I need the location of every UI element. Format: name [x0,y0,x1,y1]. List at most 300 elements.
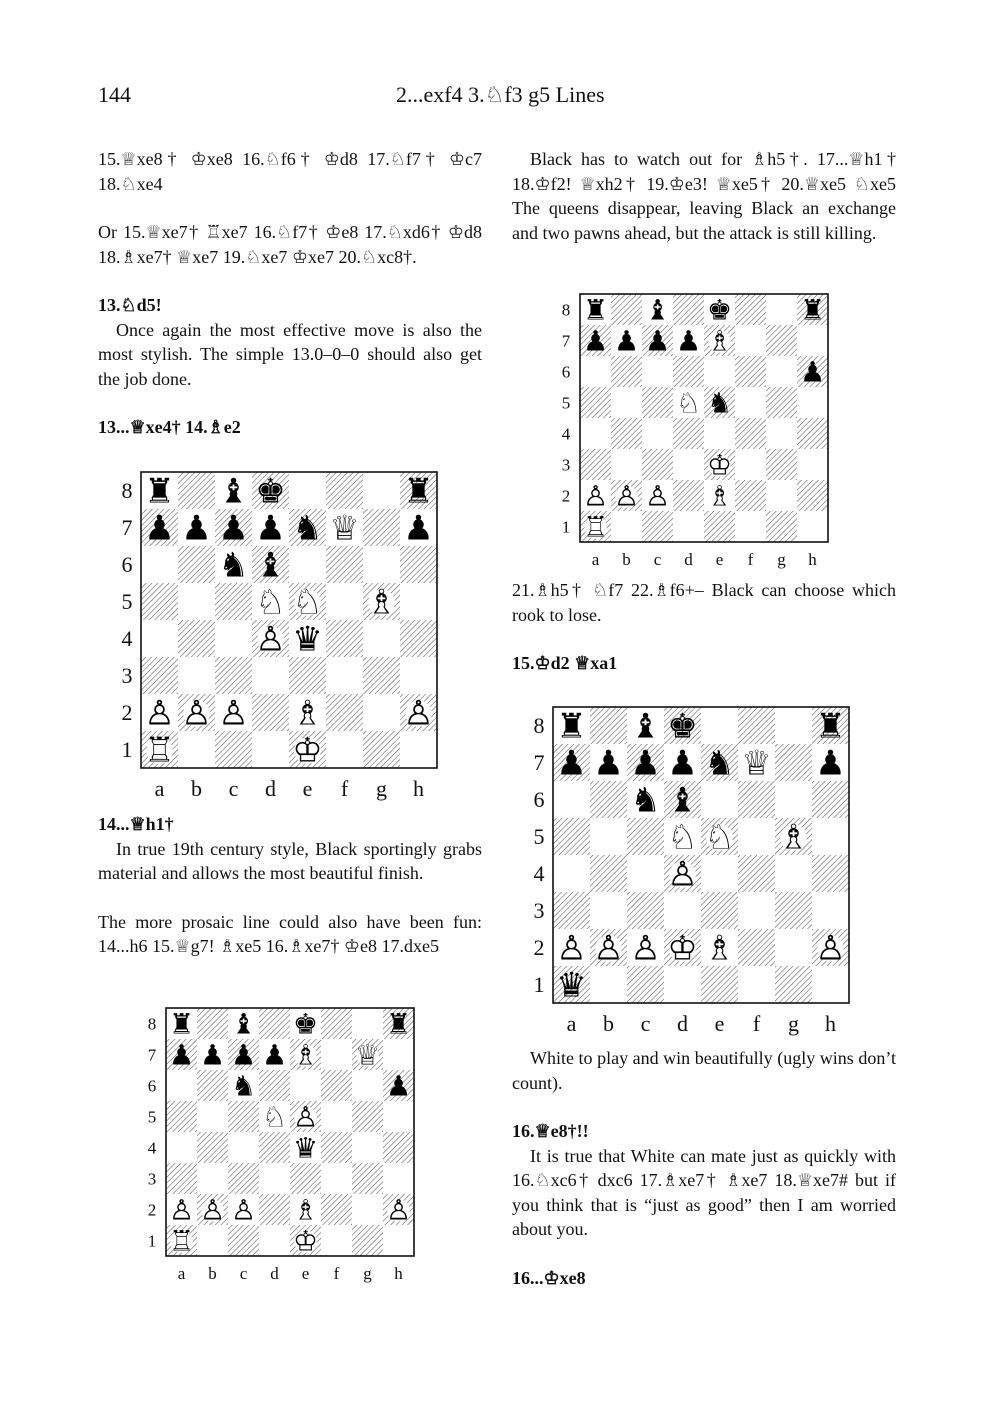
rank-label: 5 [561,393,571,413]
dark-square-b8 [611,294,642,325]
white-king-icon: ♔ [292,730,323,771]
dark-square-h4 [797,418,828,449]
chess-diagram-1 [112,470,444,802]
white-pawn-icon: ♙ [168,1193,195,1227]
white-pawn-icon: ♙ [403,693,434,734]
file-label: b [208,1264,217,1283]
dark-square-a5 [141,583,178,620]
file-label: f [333,1264,340,1283]
light-square-h7 [383,1039,414,1070]
light-square-c4 [627,855,664,892]
light-square-d3 [252,657,289,694]
white-pawn-icon: ♙ [630,928,661,969]
rank-label: 2 [147,1200,157,1220]
black-pawn-icon: ♟ [799,355,826,389]
file-label: d [677,1011,688,1036]
left-column-top [98,147,482,440]
rank-label: 2 [533,935,545,961]
dark-square-h4 [812,855,849,892]
black-pawn-icon: ♟ [230,1038,257,1072]
dark-square-b6 [197,1070,228,1101]
file-label: g [777,550,786,569]
dark-square-e1 [704,511,735,542]
light-square-h1 [812,966,849,1003]
black-queen-icon: ♛ [292,1131,319,1165]
white-rook-icon: ♖ [582,510,609,544]
dark-square-f4 [738,855,775,892]
white-knight-icon: ♘ [292,582,323,623]
white-pawn-icon: ♙ [385,1193,412,1227]
dark-square-g1 [352,1225,383,1256]
light-square-f3 [738,892,775,929]
dark-square-f8 [738,707,775,744]
black-pawn-icon: ♟ [261,1038,288,1072]
light-square-e6 [701,781,738,818]
dark-square-g5 [766,387,797,418]
light-square-f1 [326,731,363,768]
black-pawn-icon: ♟ [168,1038,195,1072]
black-pawn-icon: ♟ [675,324,702,358]
light-square-e8 [701,707,738,744]
black-bishop-icon: ♝ [667,780,698,821]
light-square-h3 [812,892,849,929]
light-square-d3 [259,1163,290,1194]
chess-diagram-3 [134,1006,418,1284]
dark-square-d6 [259,1070,290,1101]
file-label: b [603,1011,614,1036]
black-pawn-icon: ♟ [667,743,698,784]
black-pawn-icon: ♟ [644,324,671,358]
move-15-heading: 15.♔d2 ♕xa1 [512,653,618,673]
file-label: a [566,1011,577,1036]
light-square-b1 [590,966,627,1003]
move-16b-heading: 16...♔xe8 [512,1267,586,1288]
dark-square-f2 [326,694,363,731]
rank-label: 8 [561,300,571,320]
rank-label: 4 [533,861,545,887]
right-paragraph-3: White to play and win beautifully (ugly wins don’t count). [512,1048,896,1093]
dark-square-c3 [627,892,664,929]
white-pawn-icon: ♙ [199,1193,226,1227]
chess-diagram-2 [548,292,832,570]
light-square-a4 [141,620,178,657]
rank-label: 7 [121,515,133,541]
light-square-h1 [400,731,437,768]
dark-square-f2 [321,1194,352,1225]
light-square-d1 [252,731,289,768]
black-pawn-icon: ♟ [218,508,249,549]
black-rook-icon: ♜ [815,706,846,747]
dark-square-h2 [797,480,828,511]
white-bishop-icon: ♗ [704,928,735,969]
black-pawn-icon: ♟ [144,508,175,549]
dark-square-g3 [352,1163,383,1194]
move-14-heading: 14...♕h1† [98,814,174,834]
dark-square-c1 [627,966,664,1003]
light-square-f1 [321,1225,352,1256]
rank-label: 4 [147,1138,157,1158]
black-knight-icon: ♞ [630,780,661,821]
chess-diagram-4 [522,705,858,1039]
light-square-g6 [352,1070,383,1101]
light-square-f5 [738,818,775,855]
white-bishop-icon: ♗ [778,817,809,858]
light-square-g2 [352,1194,383,1225]
rank-label: 8 [121,478,133,504]
dark-square-b4 [178,620,215,657]
dark-square-h4 [400,620,437,657]
dark-square-g3 [363,657,400,694]
rank-label: 7 [533,750,545,776]
black-king-icon: ♚ [255,471,286,512]
dark-square-g3 [775,892,812,929]
light-square-g8 [352,1008,383,1039]
black-pawn-icon: ♟ [199,1038,226,1072]
dark-square-d8 [259,1008,290,1039]
black-rook-icon: ♜ [385,1007,412,1041]
white-pawn-icon: ♙ [644,479,671,513]
black-pawn-icon: ♟ [181,508,212,549]
rank-label: 7 [561,331,571,351]
file-label: b [191,776,202,801]
rank-label: 6 [533,787,545,813]
dark-square-f8 [326,472,363,509]
file-label: e [302,776,313,801]
dark-square-g1 [363,731,400,768]
dark-square-a3 [580,449,611,480]
light-square-d3 [664,892,701,929]
dark-square-b8 [197,1008,228,1039]
white-king-icon: ♔ [706,448,733,482]
dark-square-a3 [553,892,590,929]
white-pawn-icon: ♙ [144,693,175,734]
light-square-f1 [738,966,775,1003]
light-square-f5 [326,583,363,620]
light-square-d1 [673,511,704,542]
file-label: f [340,776,349,801]
black-bishop-icon: ♝ [255,545,286,586]
file-label: h [825,1011,836,1036]
left-paragraph-1: 15.♕xe8† ♔xe8 16.♘f6† ♔d8 17.♘f7† ♔c7 18.♘xe4 [98,149,482,194]
move-16-heading: 16.♕e8†!! [512,1121,589,1141]
rank-label: 5 [121,589,133,615]
left-paragraph-3: Once again the most effective move is also the most stylish. The simple 13.0–0–0 should also get the job done. [98,319,482,389]
dark-square-c5 [627,818,664,855]
dark-square-c5 [215,583,252,620]
light-square-g6 [775,781,812,818]
light-square-f7 [321,1039,352,1070]
file-label: g [788,1011,799,1036]
move-13-heading: 13.♘d5! [98,295,162,315]
light-square-b1 [197,1225,228,1256]
light-square-f3 [326,657,363,694]
black-king-icon: ♚ [706,293,733,327]
right-column-middle [512,578,896,676]
rank-label: 6 [121,552,133,578]
dark-square-g7 [766,325,797,356]
light-square-e6 [704,356,735,387]
rank-label: 3 [561,455,571,475]
black-bishop-icon: ♝ [644,293,671,327]
dark-square-c5 [228,1101,259,1132]
white-king-icon: ♔ [292,1224,319,1258]
white-bishop-icon: ♗ [366,582,397,623]
file-label: g [363,1264,372,1283]
file-label: d [270,1264,279,1283]
white-pawn-icon: ♙ [582,479,609,513]
file-label: c [228,776,239,801]
left-paragraph-2: Or 15.♕xe7† ♖xe7 16.♘f7† ♔e8 17.♘xd6† ♔d8 18.♗xe7† ♕xe7 19.♘xe7 ♔xe7 20.♘xc8†. [98,222,482,267]
dark-square-d4 [673,418,704,449]
file-label: h [413,776,424,801]
dark-square-f6 [738,781,775,818]
dark-square-c3 [228,1163,259,1194]
white-pawn-icon: ♙ [815,928,846,969]
light-square-g2 [775,929,812,966]
file-label: a [591,550,600,569]
light-square-e6 [290,1070,321,1101]
white-pawn-icon: ♙ [230,1193,257,1227]
light-square-h3 [383,1163,414,1194]
light-square-a6 [580,356,611,387]
dark-square-f4 [326,620,363,657]
dark-square-a5 [580,387,611,418]
light-square-g8 [363,472,400,509]
black-pawn-icon: ♟ [815,743,846,784]
rank-label: 1 [561,517,571,537]
dark-square-b6 [178,546,215,583]
white-queen-icon: ♕ [354,1038,381,1072]
light-square-b3 [197,1163,228,1194]
light-square-g4 [352,1132,383,1163]
light-square-b5 [178,583,215,620]
move-13b-heading: 13...♕xe4† 14.♗e2 [98,417,241,437]
light-square-g2 [766,480,797,511]
file-label: d [684,550,693,569]
left-paragraph-4: In true 19th century style, Black sportingly grabs material and allows the most beautiful finish. [98,838,482,883]
light-square-e6 [289,546,326,583]
light-square-h7 [797,325,828,356]
white-bishop-icon: ♗ [292,1038,319,1072]
dark-square-c1 [215,731,252,768]
dark-square-g1 [766,511,797,542]
black-king-icon: ♚ [292,1007,319,1041]
dark-square-b4 [197,1132,228,1163]
right-paragraph-1: Black has to watch out for ♗h5†. 17...♕h1† 18.♔f2! ♕xh2† 19.♔e3! ♕xe5† 20.♕xe5 ♘xe5 The queens disappear, leaving Black an exchange and two pawns ahead, but the attack is still killing. [512,149,896,243]
light-square-h5 [797,387,828,418]
light-square-a4 [553,855,590,892]
dark-square-f6 [735,356,766,387]
dark-square-f6 [321,1070,352,1101]
light-square-c4 [215,620,252,657]
white-knight-icon: ♘ [667,817,698,858]
rank-label: 2 [121,700,133,726]
file-label: f [747,550,754,569]
dark-square-f4 [735,418,766,449]
dark-square-h6 [812,781,849,818]
dark-square-f6 [326,546,363,583]
dark-square-d2 [252,694,289,731]
dark-square-b4 [611,418,642,449]
light-square-a6 [166,1070,197,1101]
light-square-g4 [363,620,400,657]
light-square-h3 [400,657,437,694]
rank-label: 6 [561,362,571,382]
black-rook-icon: ♜ [556,706,587,747]
white-bishop-icon: ♗ [292,693,323,734]
white-knight-icon: ♘ [704,817,735,858]
white-queen-icon: ♕ [329,508,360,549]
light-square-c4 [642,418,673,449]
black-pawn-icon: ♟ [582,324,609,358]
rank-label: 8 [533,713,545,739]
rank-label: 7 [147,1045,157,1065]
dark-square-f2 [735,480,766,511]
dark-square-a5 [166,1101,197,1132]
black-knight-icon: ♞ [706,386,733,420]
dark-square-c3 [642,449,673,480]
dark-square-c3 [215,657,252,694]
file-label: h [808,550,817,569]
dark-square-d8 [673,294,704,325]
light-square-f1 [735,511,766,542]
white-pawn-icon: ♙ [181,693,212,734]
light-square-h5 [400,583,437,620]
file-label: e [715,550,724,569]
file-label: f [752,1011,761,1036]
light-square-f7 [735,325,766,356]
dark-square-e1 [701,966,738,1003]
rank-label: 3 [121,663,133,689]
dark-square-b4 [590,855,627,892]
dark-square-a3 [166,1163,197,1194]
right-column-bottom [512,1046,896,1290]
left-column-middle [98,812,482,959]
rank-label: 4 [561,424,571,444]
light-square-a4 [580,418,611,449]
file-label: e [714,1011,725,1036]
file-label: d [265,776,276,801]
dark-square-b6 [611,356,642,387]
dark-square-g1 [775,966,812,1003]
dark-square-a5 [553,818,590,855]
light-square-b1 [611,511,642,542]
left-paragraph-5: The more prosaic line could also have been fun: 14...h6 15.♕g7! ♗xe5 16.♗xe7† ♔e8 17.dxe5 [98,911,482,956]
light-square-e4 [704,418,735,449]
black-knight-icon: ♞ [230,1069,257,1103]
rank-label: 6 [147,1076,157,1096]
light-square-g6 [766,356,797,387]
light-square-g8 [775,707,812,744]
black-pawn-icon: ♟ [403,508,434,549]
light-square-a4 [166,1132,197,1163]
file-label: c [640,1011,651,1036]
light-square-h3 [797,449,828,480]
black-rook-icon: ♜ [799,293,826,327]
light-square-c4 [228,1132,259,1163]
dark-square-f8 [321,1008,352,1039]
file-label: g [376,776,387,801]
light-square-c6 [642,356,673,387]
white-bishop-icon: ♗ [292,1193,319,1227]
black-pawn-icon: ♟ [556,743,587,784]
black-rook-icon: ♜ [582,293,609,327]
rank-label: 5 [533,824,545,850]
rank-label: 8 [147,1014,157,1034]
white-pawn-icon: ♙ [593,928,624,969]
light-square-a6 [141,546,178,583]
rank-label: 5 [147,1107,157,1127]
light-square-f5 [321,1101,352,1132]
dark-square-h4 [383,1132,414,1163]
rank-label: 4 [121,626,133,652]
rank-label: 3 [147,1169,157,1189]
white-knight-icon: ♘ [255,582,286,623]
black-knight-icon: ♞ [704,743,735,784]
dark-square-e3 [289,657,326,694]
dark-square-e3 [701,892,738,929]
light-square-b1 [178,731,215,768]
file-label: b [622,550,631,569]
light-square-f3 [735,449,766,480]
dark-square-c1 [228,1225,259,1256]
black-pawn-icon: ♟ [593,743,624,784]
white-pawn-icon: ♙ [667,854,698,895]
white-rook-icon: ♖ [144,730,175,771]
dark-square-h6 [400,546,437,583]
file-label: c [239,1264,248,1283]
dark-square-a3 [141,657,178,694]
light-square-b5 [197,1101,228,1132]
running-title: 2...exf4 3.♘f3 g5 Lines [396,82,605,107]
file-label: a [177,1264,186,1283]
file-label: a [154,776,165,801]
white-pawn-icon: ♙ [255,619,286,660]
light-square-b3 [590,892,627,929]
light-square-g6 [363,546,400,583]
black-pawn-icon: ♟ [630,743,661,784]
black-bishop-icon: ♝ [630,706,661,747]
black-bishop-icon: ♝ [230,1007,257,1041]
right-paragraph-4: It is true that White can mate just as quickly with 16.♘xc6† dxc6 17.♗xe7† ♗xe7 18.♕xe7# but if you think that is “just as good” then I am worried about you. [512,1145,896,1239]
light-square-h5 [812,818,849,855]
black-rook-icon: ♜ [403,471,434,512]
light-square-b3 [178,657,215,694]
black-queen-icon: ♛ [292,619,323,660]
light-square-h1 [383,1225,414,1256]
light-square-g4 [775,855,812,892]
dark-square-b6 [590,781,627,818]
light-square-g8 [766,294,797,325]
light-square-h1 [797,511,828,542]
black-pawn-icon: ♟ [385,1069,412,1103]
dark-square-c1 [642,511,673,542]
rank-label: 2 [561,486,571,506]
light-square-d3 [673,449,704,480]
dark-square-d2 [673,480,704,511]
white-king-icon: ♔ [667,928,698,969]
right-paragraph-2: 21.♗h5† ♘f7 22.♗f6+– Black can choose which rook to lose. [512,580,896,625]
file-label: c [653,550,662,569]
file-label: h [394,1264,403,1283]
dark-square-f2 [738,929,775,966]
file-label: e [301,1264,310,1283]
dark-square-g7 [775,744,812,781]
light-square-a6 [553,781,590,818]
dark-square-g3 [766,449,797,480]
right-column-top [512,147,896,245]
light-square-g2 [363,694,400,731]
